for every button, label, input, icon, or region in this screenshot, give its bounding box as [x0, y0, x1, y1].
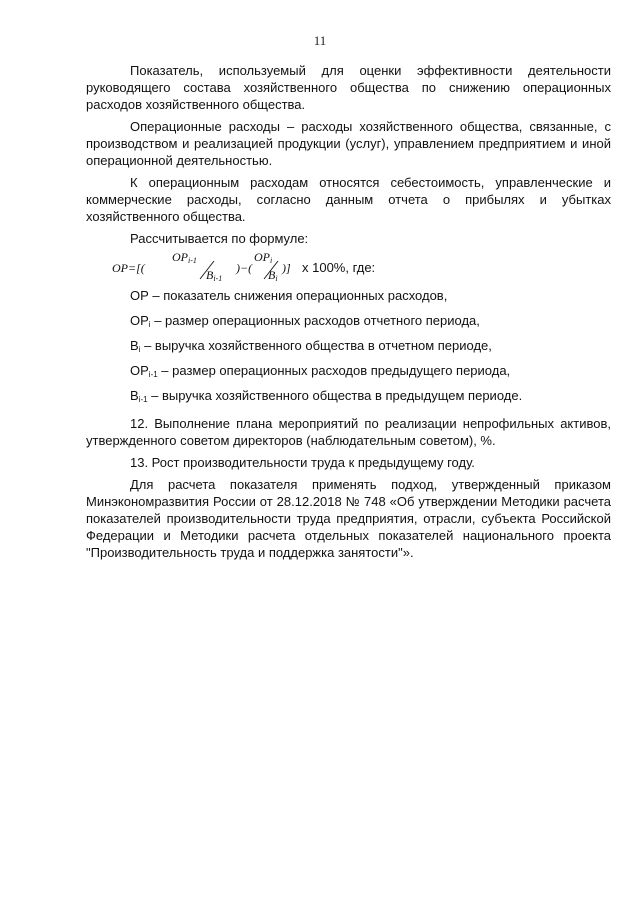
formula-denominator-previous: $B_{i-1}$ — [206, 268, 223, 283]
definition-revenue-current: $B_i$ – выручка хозяйственного общества в отчетном периоде, — [130, 338, 492, 354]
page-content — [86, 62, 611, 561]
formula-numerator-previous: $OP_{i-1}$ — [172, 250, 197, 265]
formula-denominator-current: $B_i$ — [268, 268, 278, 283]
paragraph-methodology: Для расчета показателя применять подход, утвержденный приказом Минэкономразвития России от 28.12.2018 № 748 «Об утверждении Методики расчета показателей производительности труда предприятия, отрасли, субъекта Российской Федерации и Методики расчета отдельных показателей национального проекта "Производительность труда и поддержка занятости"». — [86, 477, 611, 560]
paragraph-item-13: 13. Рост производительности труда к предыдущему году. — [130, 455, 475, 470]
formula-minus: )−( — [236, 261, 253, 275]
paragraph-item-12: 12. Выполнение плана мероприятий по реализации непрофильных активов, утвержденного советом директоров (наблюдательным советом), %. — [86, 416, 611, 448]
formula — [86, 247, 611, 283]
formula-numerator-current: $OP_i$ — [254, 250, 273, 265]
definition-op-previous: $OP_{i-1}$ – размер операционных расходов предыдущего периода, — [130, 363, 511, 379]
formula-close: )] — [282, 261, 291, 275]
definition-revenue-previous: $B_{i-1}$ – выручка хозяйственного общества в предыдущем периоде. — [130, 388, 523, 404]
definition-op-current: $OP_i$ – размер операционных расходов отчетного периода, — [130, 313, 480, 329]
formula-intro: Рассчитывается по формуле: — [130, 231, 309, 246]
paragraph-operating-expenses-definition: Операционные расходы – расходы хозяйственного общества, связанные, с производством и реализацией продукции (услуг), управлением предприятием и иной операционной деятельностью. — [86, 119, 611, 168]
formula-tail: x 100%, где: — [302, 260, 376, 275]
formula-lhs: OP=[( — [112, 261, 145, 275]
page-number: 11 — [313, 33, 327, 48]
definition-op: OP – показатель снижения операционных расходов, — [130, 288, 448, 303]
paragraph-operating-expenses-composition: К операционным расходам относятся себестоимость, управленческие и коммерческие расходы, согласно данным отчета о прибылях и убытках хозяйственного общества. — [86, 175, 611, 224]
paragraph-indicator-description: Показатель, используемый для оценки эффективности деятельности руководящего состава хозяйственного общества по снижению операционных расходов хозяйственного общества. — [86, 63, 611, 112]
